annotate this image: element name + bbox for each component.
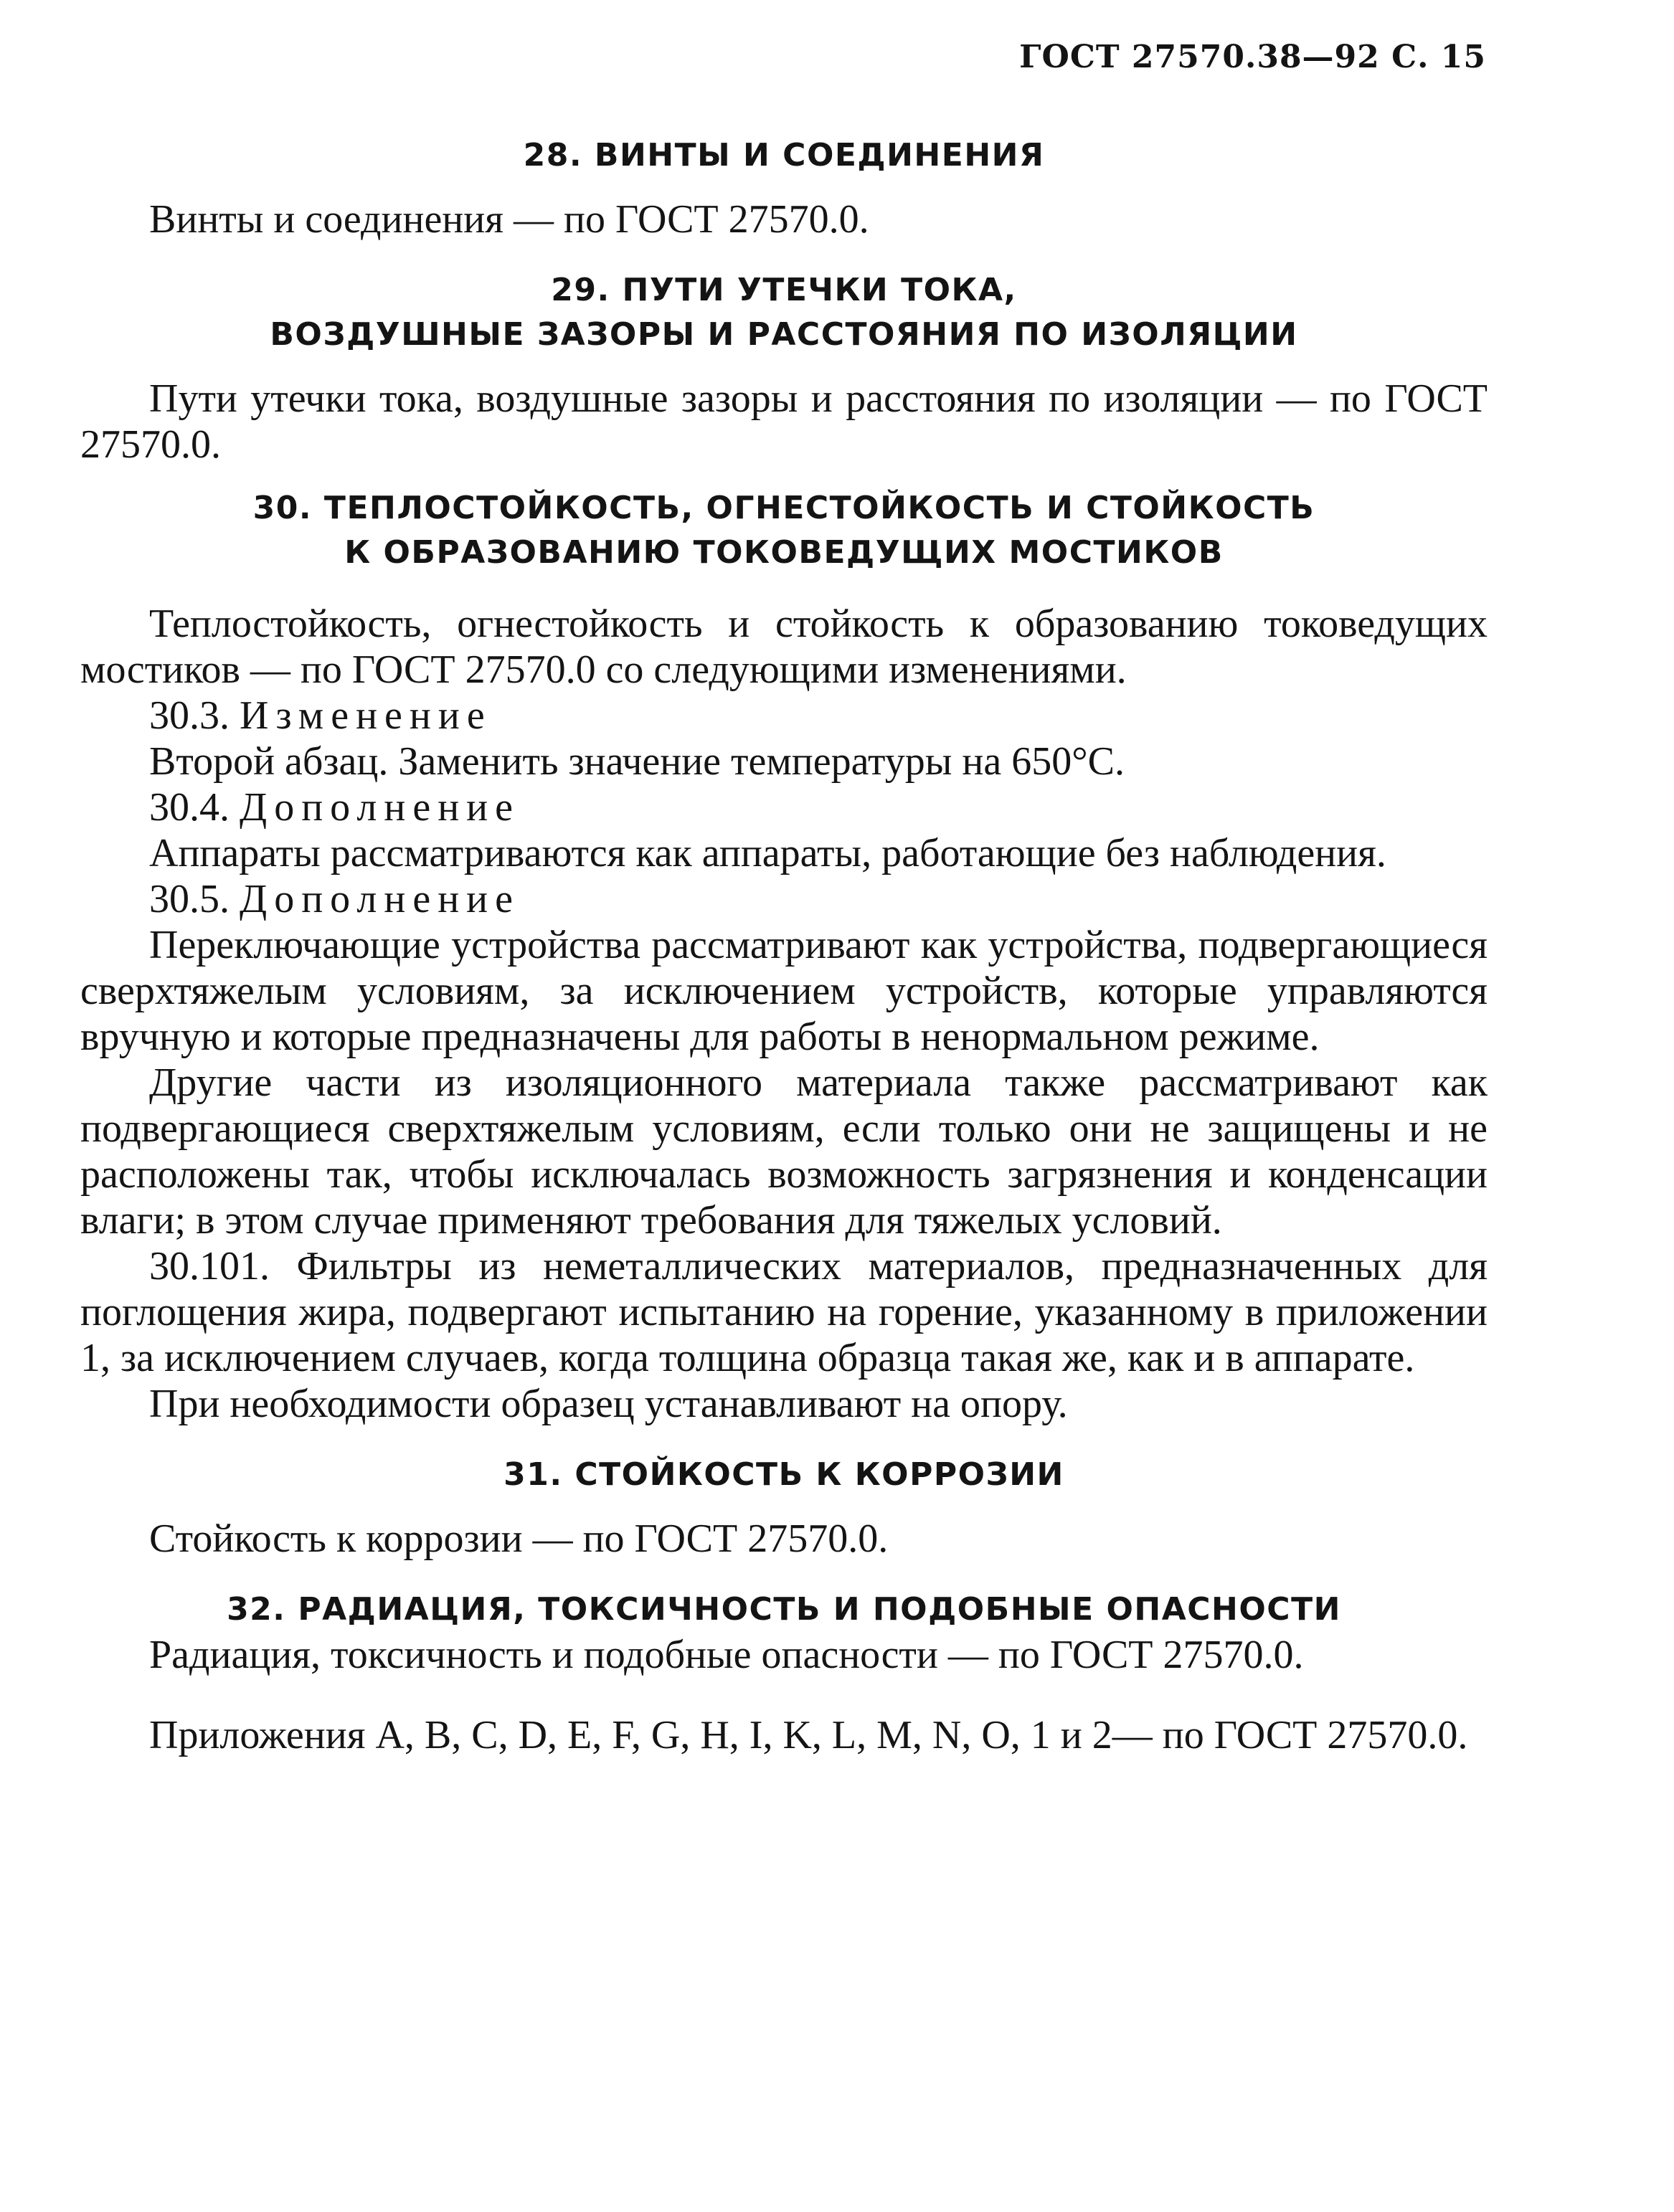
clause-30-5-number: 30.5. [149,877,230,921]
clause-30-3-text: Второй абзац. Заменить значение температуры на 650°С. [149,739,1125,784]
page-content [80,133,1488,1758]
section-32-text: Радиация, токсичность и подобные опасности — по ГОСТ 27570.0. [149,1633,1304,1677]
clause-30-4-text: Аппараты рассматриваются как аппараты, работающие без наблюдения. [149,831,1386,875]
clause-30-4-title [80,784,1488,830]
clause-30-4-label: Дополнение [240,785,520,830]
section-29-heading-line2: ВОЗДУШНЫЕ ЗАЗОРЫ И РАССТОЯНИЯ ПО ИЗОЛЯЦИИ [270,316,1298,353]
clause-30-3-number: 30.3. [149,693,230,738]
section-31-heading: 31. СТОЙКОСТЬ К КОРРОЗИИ [503,1456,1064,1493]
section-31-text: Стойкость к коррозии — по ГОСТ 27570.0. [149,1516,889,1561]
section-28-text: Винты и соединения — по ГОСТ 27570.0. [149,197,869,242]
clause-30-3-title [80,693,1488,739]
clause-30-5-text-2: Другие части из изоляционного материала также рассматривают как подвергающиеся сверхтяжелым условиям, если только они не защищены и не расположены так, чтобы исключалась возможность загрязнения и конденсации влаги; в этом случае применяют требования для тяжелых условий. [80,1060,1488,1243]
clause-30-5-title [80,876,1488,922]
clause-30-101-text: 30.101. Фильтры из неметаллических материалов, предназначенных для поглощения жира, подвергают испытанию на горение, указанному в приложении 1, за исключением случаев, когда толщина образца такая же, как и в аппарате. [80,1244,1488,1380]
clause-30-5-label: Дополнение [240,877,520,921]
appendices-text: Приложения A, B, C, D, E, F, G, H, I, K, L, M, N, O, 1 и 2— по ГОСТ 27570.0. [149,1713,1468,1757]
section-28-heading: 28. ВИНТЫ И СОЕДИНЕНИЯ [523,137,1045,174]
clause-30-5-text-1: Переключающие устройства рассматривают как устройства, подвергающиеся сверхтяжелым условиям, за исключением устройств, которые управляются вручную и которые предназначены для работы в ненормальном режиме. [80,923,1488,1059]
section-30-heading-line1: 30. ТЕПЛОСТОЙКОСТЬ, ОГНЕСТОЙКОСТЬ И СТОЙКОСТЬ [252,490,1315,526]
section-32-heading: 32. РАДИАЦИЯ, ТОКСИЧНОСТЬ И ПОДОБНЫЕ ОПАСНОСТИ [227,1591,1341,1628]
clause-30-101-text-2: При необходимости образец устанавливают на опору. [149,1382,1068,1426]
section-29-heading [80,268,1488,357]
section-30-heading [80,486,1488,575]
section-29-heading-line1: 29. ПУТИ УТЕЧКИ ТОКА, [551,272,1017,308]
clause-30-3-label: Изменение [240,693,492,738]
section-30-heading-line2: К ОБРАЗОВАНИЮ ТОКОВЕДУЩИХ МОСТИКОВ [344,534,1224,571]
section-29-text: Пути утечки тока, воздушные зазоры и расстояния по изоляции — по ГОСТ 27570.0. [80,376,1488,467]
clause-30-4-number: 30.4. [149,785,230,830]
running-head: ГОСТ 27570.38—92 С. 15 [1019,39,1486,75]
section-30-intro: Теплостойкость, огнестойкость и стойкость к образованию токоведущих мостиков — по ГОСТ 27570.0 со следующими изменениями. [80,602,1488,692]
